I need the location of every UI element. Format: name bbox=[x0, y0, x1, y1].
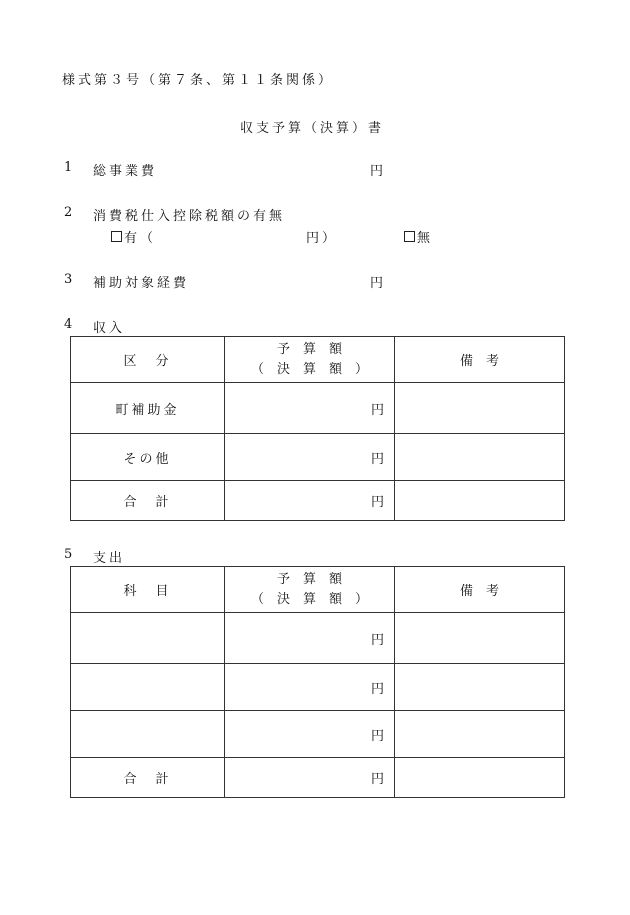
expense-table bbox=[70, 566, 565, 798]
item2-number: 2 bbox=[64, 205, 76, 220]
expense-heading: 支出 bbox=[93, 551, 126, 566]
expense-row-unit: 円 bbox=[370, 632, 384, 648]
table-row bbox=[71, 711, 565, 758]
income-row-unit: 円 bbox=[370, 495, 384, 510]
table-row bbox=[71, 664, 565, 711]
income-row-amount-cell[interactable] bbox=[225, 481, 395, 521]
income-header-remarks: 備 考 bbox=[395, 337, 565, 383]
table-row bbox=[71, 481, 565, 521]
income-row-remarks[interactable] bbox=[395, 383, 565, 434]
table-row bbox=[71, 758, 565, 798]
item3-number: 3 bbox=[64, 272, 76, 287]
item1-unit: 円 bbox=[370, 164, 387, 179]
income-row-remarks[interactable] bbox=[395, 434, 565, 481]
expense-row-amount-cell[interactable] bbox=[225, 758, 395, 798]
table-row bbox=[71, 613, 565, 664]
income-number: 4 bbox=[64, 317, 76, 332]
income-row-amount-cell[interactable] bbox=[225, 383, 395, 434]
expense-row-remarks[interactable] bbox=[395, 613, 565, 664]
income-row-amount-cell[interactable] bbox=[225, 434, 395, 481]
table-row bbox=[71, 434, 565, 481]
item1-label: 総事業費 bbox=[93, 164, 158, 179]
expense-row-category[interactable] bbox=[71, 711, 225, 758]
income-header-amount-line1: 予 算 額 bbox=[276, 341, 342, 357]
expense-header-row bbox=[71, 567, 565, 613]
expense-row-amount-cell[interactable] bbox=[225, 711, 395, 758]
item2-label: 消費税仕入控除税額の有無 bbox=[93, 209, 286, 224]
expense-row-unit: 円 bbox=[370, 728, 384, 744]
expense-header-remarks: 備 考 bbox=[395, 567, 565, 613]
income-row-remarks[interactable] bbox=[395, 481, 565, 521]
item1-number: 1 bbox=[64, 160, 76, 175]
income-row-category: 町補助金 bbox=[71, 383, 225, 434]
expense-row-category: 合 計 bbox=[71, 758, 225, 798]
form-id: 様式第３号（第７条、第１１条関係） bbox=[62, 73, 335, 88]
income-heading: 収入 bbox=[93, 321, 126, 336]
income-row-category: その他 bbox=[71, 434, 225, 481]
no-option[interactable] bbox=[404, 227, 433, 246]
expense-row-remarks[interactable] bbox=[395, 758, 565, 798]
expense-row-category[interactable] bbox=[71, 664, 225, 711]
income-row-category: 合 計 bbox=[71, 481, 225, 521]
income-table bbox=[70, 336, 565, 521]
income-header-category: 区 分 bbox=[71, 337, 225, 383]
yes-option[interactable] bbox=[111, 227, 156, 246]
expense-row-unit: 円 bbox=[370, 681, 384, 697]
no-label: 無 bbox=[417, 231, 434, 246]
income-header-row bbox=[71, 337, 565, 383]
item3-unit: 円 bbox=[370, 276, 387, 291]
income-header-amount-line2: （ 決 算 額 ） bbox=[250, 361, 368, 377]
yes-checkbox[interactable] bbox=[111, 231, 122, 242]
no-checkbox[interactable] bbox=[404, 231, 415, 242]
expense-header-amount-line2: （ 決 算 額 ） bbox=[250, 591, 368, 607]
expense-row-amount-cell[interactable] bbox=[225, 613, 395, 664]
yes-amount-unit: 円） bbox=[306, 231, 339, 246]
expense-row-remarks[interactable] bbox=[395, 664, 565, 711]
income-row-unit: 円 bbox=[370, 451, 384, 467]
expense-row-unit: 円 bbox=[370, 772, 384, 787]
yes-label: 有（ bbox=[124, 231, 157, 246]
table-row bbox=[71, 383, 565, 434]
expense-header-amount-line1: 予 算 額 bbox=[276, 571, 342, 587]
income-header-amount bbox=[225, 337, 395, 383]
expense-number: 5 bbox=[64, 547, 76, 562]
expense-row-remarks[interactable] bbox=[395, 711, 565, 758]
expense-row-amount-cell[interactable] bbox=[225, 664, 395, 711]
item3-label: 補助対象経費 bbox=[93, 276, 190, 291]
expense-row-category[interactable] bbox=[71, 613, 225, 664]
expense-header-category: 科 目 bbox=[71, 567, 225, 613]
expense-header-amount bbox=[225, 567, 395, 613]
income-row-unit: 円 bbox=[370, 402, 384, 418]
page-title: 収支予算（決算）書 bbox=[240, 121, 385, 136]
